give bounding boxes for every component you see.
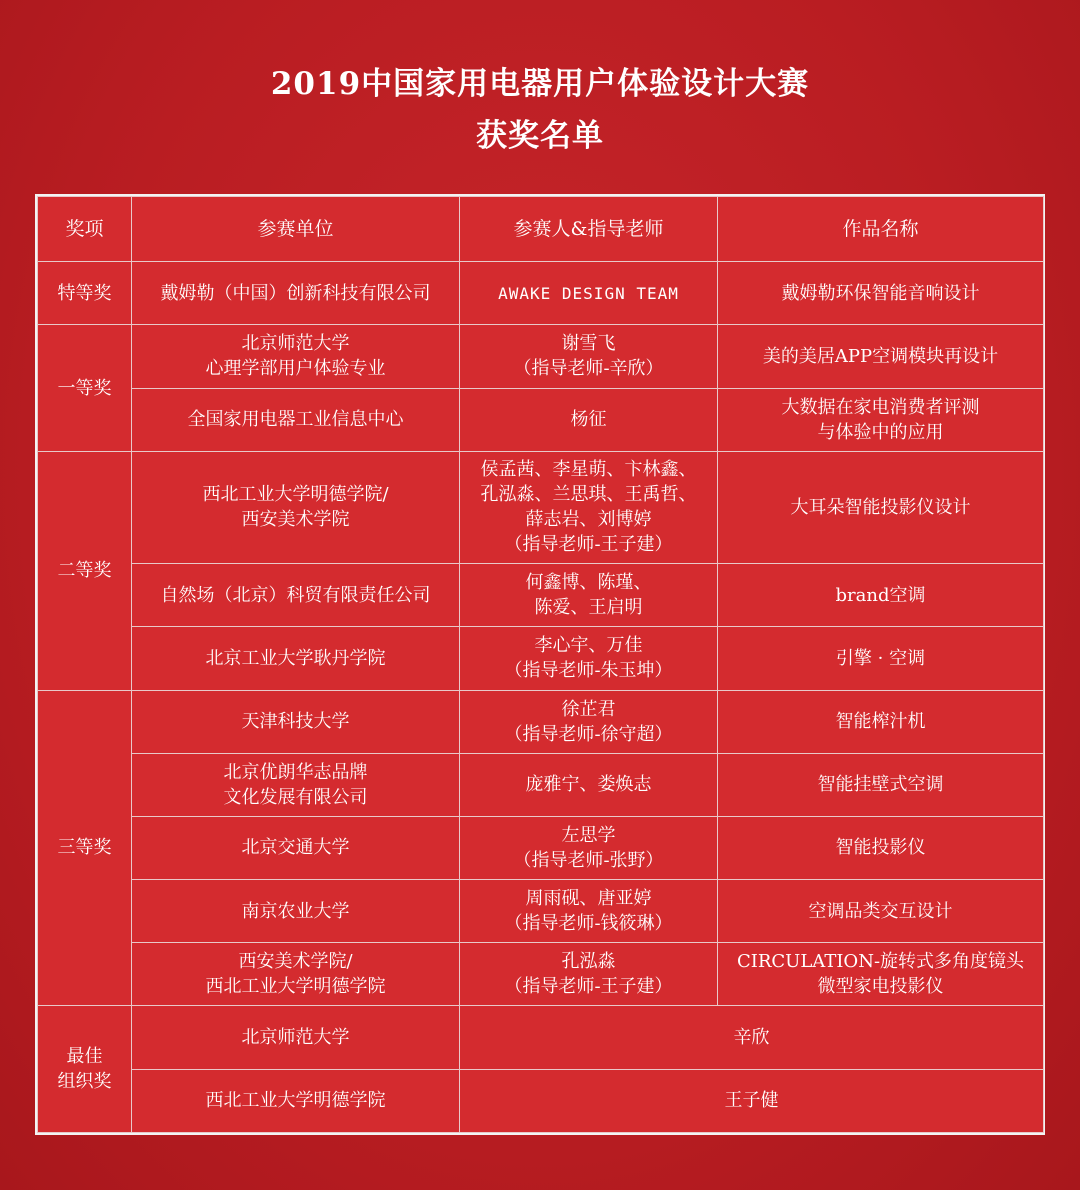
- work-cell: brand空调: [718, 564, 1044, 627]
- page-subtitle: 获奖名单: [476, 118, 604, 154]
- table-row: [38, 451, 1044, 563]
- people-cell: 周雨砚、唐亚婷 （指导老师-钱筱琳）: [460, 880, 718, 943]
- people-cell: 庞雅宁、娄焕志: [460, 753, 718, 816]
- unit-cell: 北京师范大学 心理学部用户体验专业: [132, 325, 460, 388]
- work-cell: 智能榨汁机: [718, 690, 1044, 753]
- award-cell: 二等奖: [38, 451, 132, 690]
- people-cell: 徐芷君 （指导老师-徐守超）: [460, 690, 718, 753]
- table-header-row: [38, 197, 1044, 262]
- person-cell: 王子健: [460, 1069, 1044, 1132]
- table-row: [38, 816, 1044, 879]
- work-cell: 大耳朵智能投影仪设计: [718, 451, 1044, 563]
- people-cell: 何鑫博、陈瑾、 陈爱、王启明: [460, 564, 718, 627]
- table-row: [38, 690, 1044, 753]
- unit-cell: 北京师范大学: [132, 1006, 460, 1069]
- work-cell: 戴姆勒环保智能音响设计: [718, 262, 1044, 325]
- award-cell: 三等奖: [38, 690, 132, 1006]
- person-cell: 辛欣: [460, 1006, 1044, 1069]
- people-cell: 杨征: [460, 388, 718, 451]
- unit-cell: 戴姆勒（中国）创新科技有限公司: [132, 262, 460, 325]
- header-work: 作品名称: [718, 197, 1044, 262]
- award-cell: 特等奖: [38, 262, 132, 325]
- table-row: [38, 325, 1044, 388]
- people-cell: 侯孟茜、李星萌、卞林鑫、 孔泓淼、兰思琪、王禹哲、 薛志岩、刘博婷 （指导老师-王子建）: [460, 451, 718, 563]
- work-cell: CIRCULATION-旋转式多角度镜头 微型家电投影仪: [718, 943, 1044, 1006]
- unit-cell: 北京工业大学耿丹学院: [132, 627, 460, 690]
- unit-cell: 西北工业大学明德学院: [132, 1069, 460, 1132]
- work-cell: 智能投影仪: [718, 816, 1044, 879]
- awards-table: [35, 194, 1045, 1135]
- people-cell: 左思学 （指导老师-张野）: [460, 816, 718, 879]
- people-cell: AWAKE DESIGN TEAM: [460, 262, 718, 325]
- table-row: [38, 1069, 1044, 1132]
- unit-cell: 自然场（北京）科贸有限责任公司: [132, 564, 460, 627]
- people-cell: 孔泓淼 （指导老师-王子建）: [460, 943, 718, 1006]
- table-row: [38, 388, 1044, 451]
- table-row: [38, 943, 1044, 1006]
- header-unit: 参赛单位: [132, 197, 460, 262]
- table-row: [38, 753, 1044, 816]
- people-cell: 李心宇、万佳 （指导老师-朱玉坤）: [460, 627, 718, 690]
- unit-cell: 南京农业大学: [132, 880, 460, 943]
- table-row: [38, 262, 1044, 325]
- work-cell: 引擎 · 空调: [718, 627, 1044, 690]
- work-cell: 大数据在家电消费者评测 与体验中的应用: [718, 388, 1044, 451]
- table-row: [38, 564, 1044, 627]
- award-cell: 最佳 组织奖: [38, 1006, 132, 1133]
- award-cell: 一等奖: [38, 325, 132, 451]
- unit-cell: 西北工业大学明德学院/ 西安美术学院: [132, 451, 460, 563]
- unit-cell: 全国家用电器工业信息中心: [132, 388, 460, 451]
- unit-cell: 北京交通大学: [132, 816, 460, 879]
- work-cell: 美的美居APP空调模块再设计: [718, 325, 1044, 388]
- work-cell: 智能挂壁式空调: [718, 753, 1044, 816]
- work-cell: 空调品类交互设计: [718, 880, 1044, 943]
- unit-cell: 北京优朗华志品牌 文化发展有限公司: [132, 753, 460, 816]
- people-cell: 谢雪飞 （指导老师-辛欣）: [460, 325, 718, 388]
- header-people: 参赛人&指导老师: [460, 197, 718, 262]
- table-row: [38, 627, 1044, 690]
- table-row: [38, 1006, 1044, 1069]
- unit-cell: 天津科技大学: [132, 690, 460, 753]
- header-award: 奖项: [38, 197, 132, 262]
- page-title: 2019中国家用电器用户体验设计大赛: [270, 66, 810, 102]
- unit-cell: 西安美术学院/ 西北工业大学明德学院: [132, 943, 460, 1006]
- table-row: [38, 880, 1044, 943]
